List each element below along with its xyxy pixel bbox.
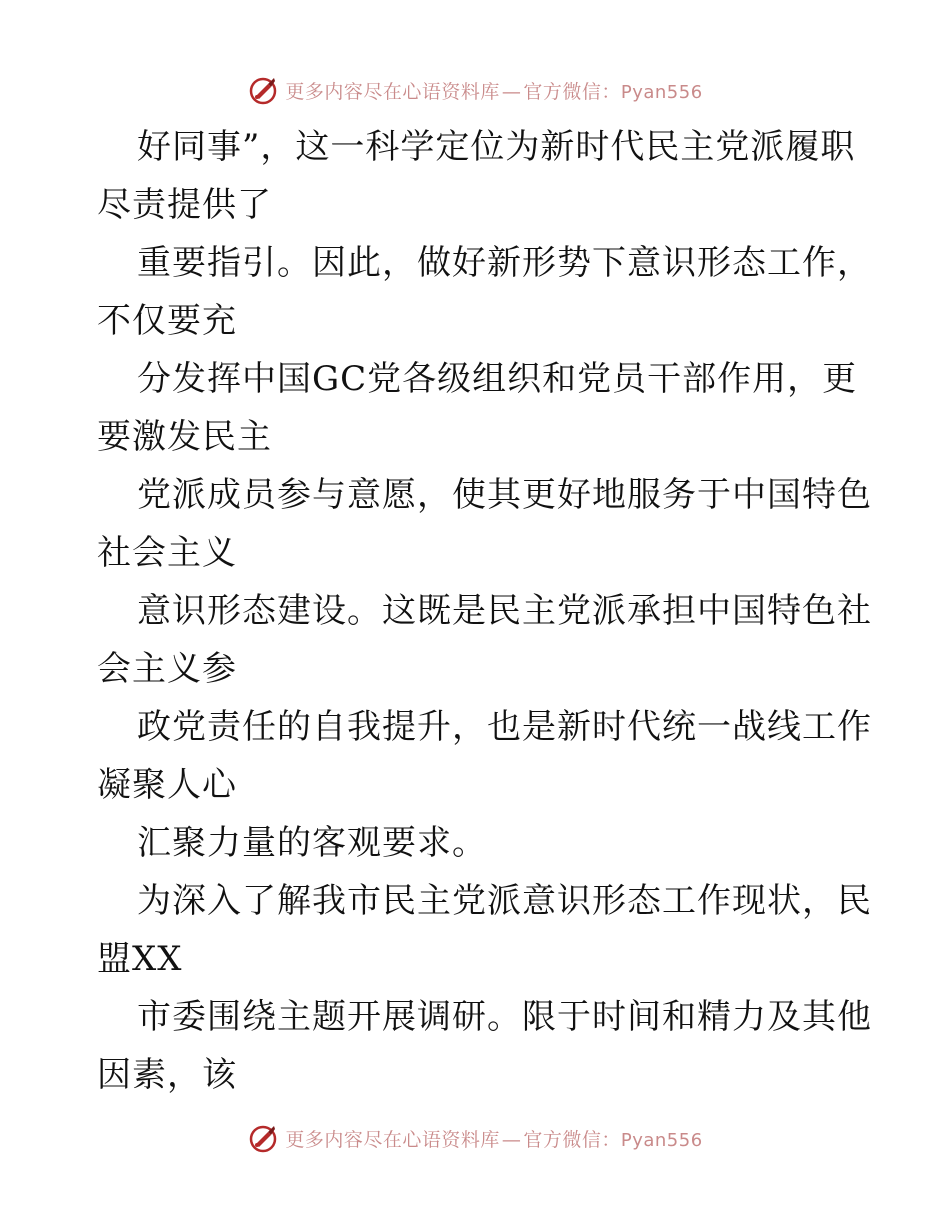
text-line: 市委围绕主题开展调研。限于时间和精力及其他	[137, 997, 872, 1037]
text-line: 为深入了解我市民主党派意识形态工作现状，民	[137, 881, 872, 921]
footer-main-text: 更多内容尽在心语资料库	[285, 1128, 500, 1151]
text-line: 社会主义	[97, 533, 237, 573]
text-line: 因素，该	[97, 1055, 237, 1095]
header-account: Pyan556	[620, 81, 703, 103]
header-main-text: 更多内容尽在心语资料库	[285, 80, 500, 103]
header-text	[285, 77, 702, 104]
header-banner	[0, 70, 950, 110]
text-line: 党派成员参与意愿，使其更好地服务于中国特色	[137, 475, 872, 515]
footer-banner	[0, 1118, 950, 1158]
document-body	[97, 118, 872, 1104]
text-line: 意识形态建设。这既是民主党派承担中国特色社	[137, 591, 872, 631]
text-line: 重要指引。因此，做好新形势下意识形态工作，	[137, 243, 872, 283]
footer-text	[285, 1125, 702, 1152]
text-line: 分发挥中国GC党各级组织和党员干部作用，更	[137, 359, 858, 399]
text-line: 盟XX	[97, 939, 183, 979]
header-separator: —	[501, 80, 522, 103]
brush-logo-icon	[247, 74, 279, 106]
header-sub-text: 官方微信：	[523, 80, 621, 103]
text-line: 要激发民主	[97, 417, 272, 457]
text-line: 政党责任的自我提升，也是新时代统一战线工作	[137, 707, 872, 747]
footer-sub-text: 官方微信：	[523, 1128, 621, 1151]
footer-account: Pyan556	[620, 1129, 703, 1151]
text-line: 好同事”，这一科学定位为新时代民主党派履职	[137, 127, 856, 167]
text-line: 不仅要充	[97, 301, 237, 341]
text-line: 尽责提供了	[97, 185, 272, 225]
text-line: 凝聚人心	[97, 765, 237, 805]
text-line: 会主义参	[97, 649, 237, 689]
brush-logo-icon	[247, 1122, 279, 1154]
footer-separator: —	[501, 1128, 522, 1151]
text-line: 汇聚力量的客观要求。	[137, 823, 487, 863]
